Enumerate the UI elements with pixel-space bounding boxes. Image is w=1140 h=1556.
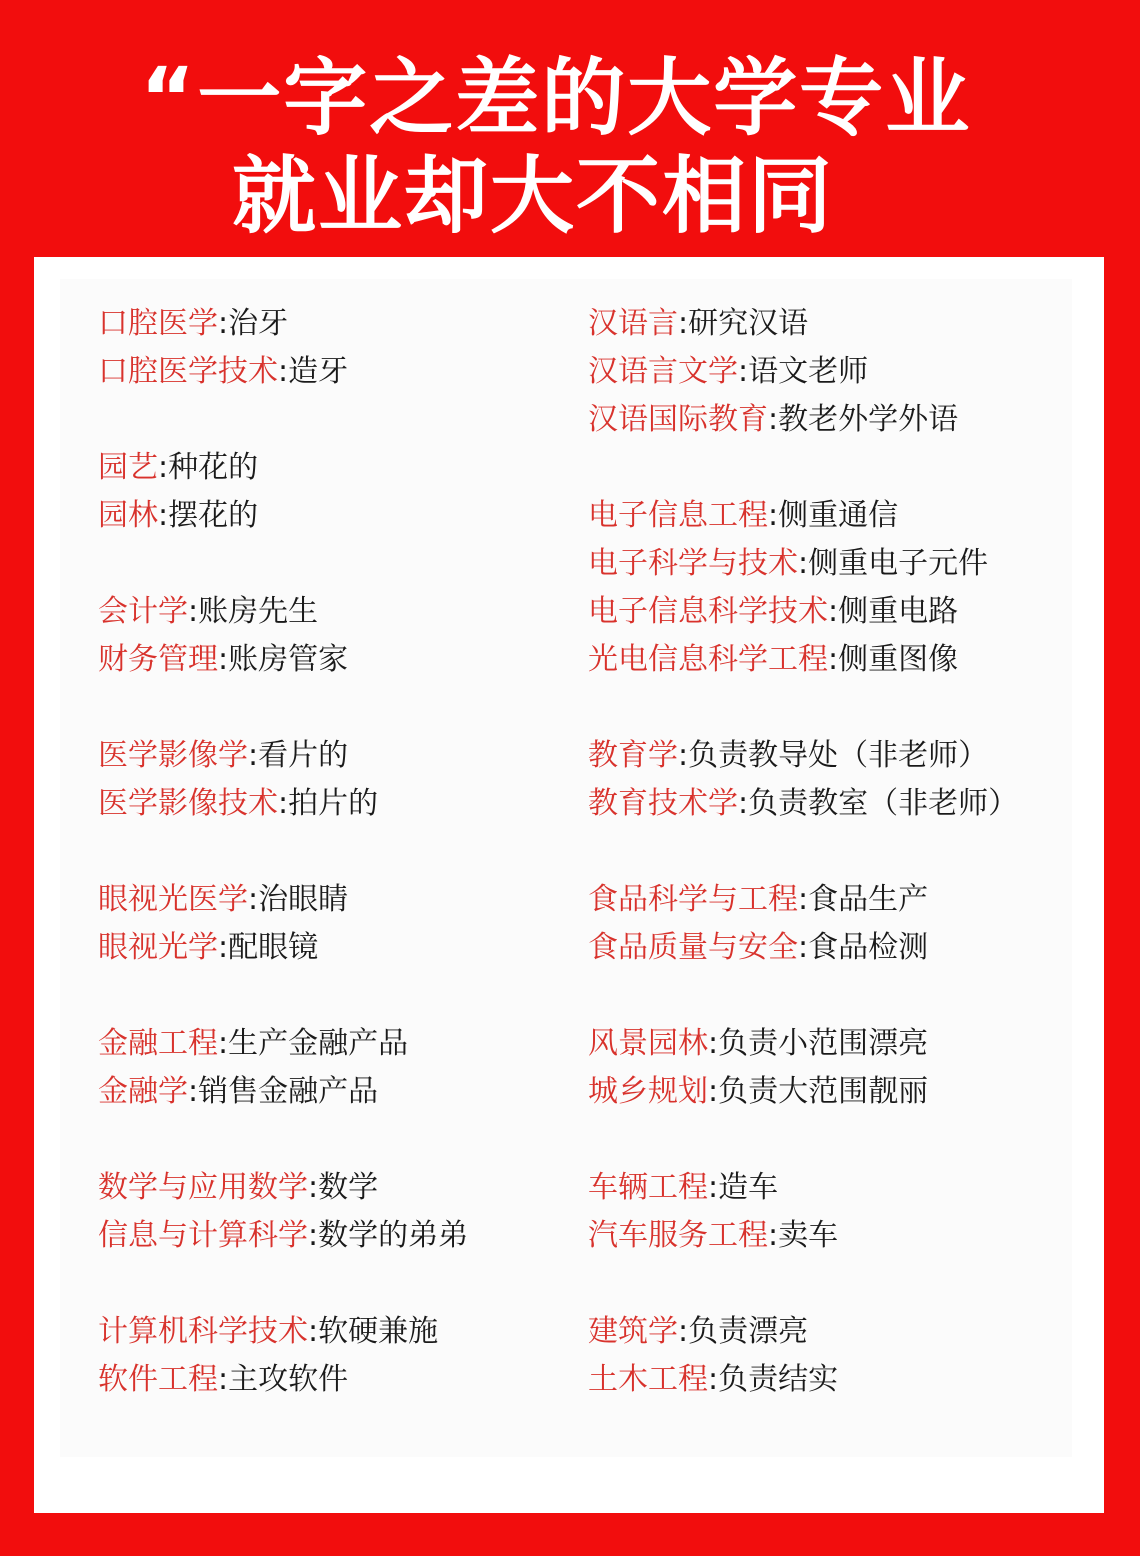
major-description: 销售金融产品 xyxy=(198,1074,379,1109)
major-description: 语文老师 xyxy=(748,354,869,389)
major-description: 拍片的 xyxy=(288,786,379,821)
separator-colon: : xyxy=(278,354,289,389)
major-row xyxy=(98,1164,598,1212)
major-group xyxy=(98,1164,598,1260)
major-name: 医学影像技术 xyxy=(98,786,278,821)
separator-colon: : xyxy=(708,1026,719,1061)
major-group xyxy=(98,444,598,540)
major-row xyxy=(98,924,598,972)
major-row xyxy=(98,492,598,540)
major-description: 账房先生 xyxy=(198,594,319,629)
major-name: 数学与应用数学 xyxy=(98,1170,308,1205)
major-row xyxy=(588,1164,1088,1212)
major-group xyxy=(98,588,598,684)
major-name: 口腔医学技术 xyxy=(98,354,278,389)
major-group xyxy=(98,300,598,396)
major-name: 汉语言文学 xyxy=(588,354,738,389)
major-description: 侧重图像 xyxy=(838,642,959,677)
major-name: 眼视光医学 xyxy=(98,882,248,917)
separator-colon: : xyxy=(678,306,689,341)
major-group xyxy=(98,732,598,828)
major-row xyxy=(98,1068,598,1116)
major-row xyxy=(588,396,1088,444)
major-name: 信息与计算科学 xyxy=(98,1218,308,1253)
separator-colon: : xyxy=(678,1314,689,1349)
major-description: 负责结实 xyxy=(718,1362,839,1397)
page-title-line-2: 就业却大不相同 xyxy=(232,147,835,245)
major-name: 城乡规划 xyxy=(588,1074,708,1109)
separator-colon: : xyxy=(218,306,229,341)
major-name: 园林 xyxy=(98,498,158,533)
major-description: 教老外学外语 xyxy=(778,402,959,437)
major-description: 负责教导处（非老师） xyxy=(688,738,989,773)
major-group xyxy=(98,1308,598,1404)
major-name: 汉语国际教育 xyxy=(588,402,768,437)
major-name: 电子信息科学技术 xyxy=(588,594,828,629)
separator-colon: : xyxy=(708,1362,719,1397)
major-description: 主攻软件 xyxy=(228,1362,349,1397)
major-description: 配眼镜 xyxy=(228,930,319,965)
major-description: 治牙 xyxy=(228,306,289,341)
major-description: 食品检测 xyxy=(808,930,929,965)
separator-colon: : xyxy=(188,1074,199,1109)
major-name: 口腔医学 xyxy=(98,306,218,341)
separator-colon: : xyxy=(768,402,779,437)
major-name: 汽车服务工程 xyxy=(588,1218,768,1253)
separator-colon: : xyxy=(798,546,809,581)
major-description: 卖车 xyxy=(778,1218,839,1253)
separator-colon: : xyxy=(798,882,809,917)
major-name: 金融学 xyxy=(98,1074,188,1109)
major-group xyxy=(98,1020,598,1116)
major-row xyxy=(98,444,598,492)
major-group xyxy=(588,1164,1088,1260)
major-name: 食品质量与安全 xyxy=(588,930,798,965)
separator-colon: : xyxy=(188,594,199,629)
major-row xyxy=(588,780,1088,828)
major-name: 园艺 xyxy=(98,450,158,485)
major-row xyxy=(588,1020,1088,1068)
major-group xyxy=(588,492,1088,684)
major-row xyxy=(98,732,598,780)
separator-colon: : xyxy=(828,642,839,677)
major-description: 侧重电子元件 xyxy=(808,546,989,581)
major-name: 医学影像学 xyxy=(98,738,248,773)
major-group xyxy=(588,1020,1088,1116)
right-column xyxy=(588,300,1088,1452)
major-name: 电子科学与技术 xyxy=(588,546,798,581)
separator-colon: : xyxy=(738,786,749,821)
major-row xyxy=(98,348,598,396)
separator-colon: : xyxy=(768,498,779,533)
major-group xyxy=(588,732,1088,828)
major-description: 研究汉语 xyxy=(688,306,809,341)
major-description: 侧重电路 xyxy=(838,594,959,629)
major-row xyxy=(98,588,598,636)
major-description: 负责漂亮 xyxy=(688,1314,809,1349)
separator-colon: : xyxy=(308,1170,319,1205)
major-name: 教育技术学 xyxy=(588,786,738,821)
major-group xyxy=(588,300,1088,444)
major-row xyxy=(588,348,1088,396)
major-row xyxy=(588,588,1088,636)
major-row xyxy=(588,732,1088,780)
left-column xyxy=(98,300,598,1452)
major-name: 软件工程 xyxy=(98,1362,218,1397)
major-row xyxy=(98,1356,598,1404)
major-row xyxy=(98,300,598,348)
major-description: 食品生产 xyxy=(808,882,929,917)
separator-colon: : xyxy=(218,930,229,965)
separator-colon: : xyxy=(218,1026,229,1061)
major-row xyxy=(588,300,1088,348)
major-group xyxy=(98,876,598,972)
separator-colon: : xyxy=(708,1170,719,1205)
page-title-line-1: “一字之差的大学专业 xyxy=(140,49,972,147)
major-row xyxy=(588,1068,1088,1116)
major-row xyxy=(98,1308,598,1356)
major-description: 侧重通信 xyxy=(778,498,899,533)
major-name: 食品科学与工程 xyxy=(588,882,798,917)
major-name: 教育学 xyxy=(588,738,678,773)
major-description: 软硬兼施 xyxy=(318,1314,439,1349)
separator-colon: : xyxy=(218,642,229,677)
major-row xyxy=(98,1020,598,1068)
separator-colon: : xyxy=(708,1074,719,1109)
major-row xyxy=(588,540,1088,588)
major-description: 摆花的 xyxy=(168,498,259,533)
major-row xyxy=(98,780,598,828)
separator-colon: : xyxy=(278,786,289,821)
major-description: 负责小范围漂亮 xyxy=(718,1026,929,1061)
major-row xyxy=(588,1308,1088,1356)
major-row xyxy=(588,1356,1088,1404)
major-name: 金融工程 xyxy=(98,1026,218,1061)
major-description: 种花的 xyxy=(168,450,259,485)
major-description: 负责大范围靓丽 xyxy=(718,1074,929,1109)
major-name: 车辆工程 xyxy=(588,1170,708,1205)
major-description: 数学的弟弟 xyxy=(318,1218,469,1253)
separator-colon: : xyxy=(218,1362,229,1397)
major-name: 计算机科学技术 xyxy=(98,1314,308,1349)
separator-colon: : xyxy=(308,1314,319,1349)
major-description: 负责教室（非老师） xyxy=(748,786,1019,821)
separator-colon: : xyxy=(158,498,169,533)
separator-colon: : xyxy=(248,882,259,917)
major-row xyxy=(588,1212,1088,1260)
major-name: 汉语言 xyxy=(588,306,678,341)
separator-colon: : xyxy=(158,450,169,485)
major-name: 建筑学 xyxy=(588,1314,678,1349)
major-name: 会计学 xyxy=(98,594,188,629)
major-name: 电子信息工程 xyxy=(588,498,768,533)
separator-colon: : xyxy=(738,354,749,389)
major-description: 造牙 xyxy=(288,354,349,389)
major-description: 账房管家 xyxy=(228,642,349,677)
separator-colon: : xyxy=(768,1218,779,1253)
major-row xyxy=(588,876,1088,924)
major-row xyxy=(588,492,1088,540)
major-description: 数学 xyxy=(318,1170,379,1205)
major-description: 造车 xyxy=(718,1170,779,1205)
major-group xyxy=(588,876,1088,972)
major-name: 眼视光学 xyxy=(98,930,218,965)
major-description: 生产金融产品 xyxy=(228,1026,409,1061)
major-name: 风景园林 xyxy=(588,1026,708,1061)
major-row xyxy=(588,636,1088,684)
major-name: 土木工程 xyxy=(588,1362,708,1397)
major-group xyxy=(588,1308,1088,1404)
major-description: 治眼睛 xyxy=(258,882,349,917)
major-row xyxy=(98,876,598,924)
major-name: 光电信息科学工程 xyxy=(588,642,828,677)
major-description: 看片的 xyxy=(258,738,349,773)
major-row xyxy=(98,636,598,684)
major-name: 财务管理 xyxy=(98,642,218,677)
separator-colon: : xyxy=(828,594,839,629)
separator-colon: : xyxy=(308,1218,319,1253)
major-row xyxy=(98,1212,598,1260)
separator-colon: : xyxy=(678,738,689,773)
separator-colon: : xyxy=(248,738,259,773)
separator-colon: : xyxy=(798,930,809,965)
major-row xyxy=(588,924,1088,972)
